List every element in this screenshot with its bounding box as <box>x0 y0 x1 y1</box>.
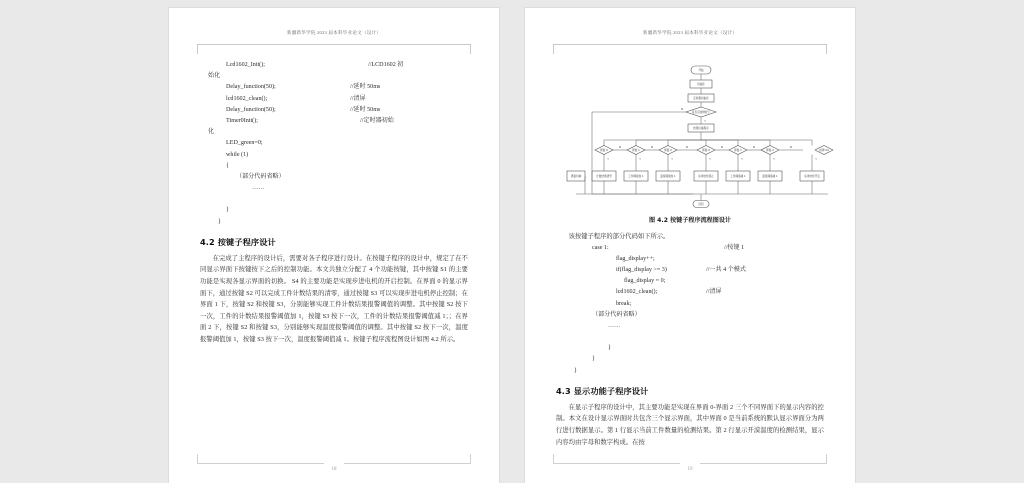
code-text: Timer0Init(); <box>226 117 258 124</box>
flow-edge-label: N <box>651 146 653 149</box>
code-comment: //清屏 <box>350 95 366 102</box>
page-right <box>525 8 855 483</box>
page-header-right: 新疆新华学院 2023 届本科毕业论文（设计） <box>642 30 738 35</box>
code-text: } <box>592 356 595 363</box>
flow-node-label: 初始化 <box>697 83 705 86</box>
flow-node-label: 按键 S4 <box>819 149 829 152</box>
flow-node-label: 按键扫描程序 <box>693 127 709 130</box>
flow-edge-label: N <box>790 146 792 149</box>
code-text: if(flag_display >= 3) <box>616 266 667 273</box>
page-left-body <box>191 54 477 346</box>
flow-edge-label: Y <box>704 120 706 123</box>
section-heading-4-3: 4.3 显示功能子程序设计 <box>556 385 649 396</box>
footer-rule-right <box>553 455 827 464</box>
code-comment: //清屏 <box>706 289 722 296</box>
page-number-left: 18 <box>331 467 337 472</box>
code-text: …… <box>608 322 621 329</box>
code-comment: //定时器初始 <box>360 117 394 124</box>
code-line <box>200 217 468 228</box>
code-line <box>200 172 468 183</box>
code-text: flag_display++; <box>616 255 655 262</box>
flow-edge-label: N <box>753 146 755 149</box>
code-line <box>200 105 468 116</box>
flow-node-label: 步进电机开启 <box>804 175 820 178</box>
page-header-left: 新疆新华学院 2023 届本科毕业论文（设计） <box>286 30 382 35</box>
code-comment: //延时 50ms <box>350 106 381 113</box>
flow-edge-label: Y <box>671 158 673 161</box>
code-line <box>556 310 824 321</box>
flow-node-label: 界面 1 <box>632 149 640 152</box>
code-line <box>200 60 468 71</box>
section-4-3-paragraph: 在显示子程序的设计中，其主要功能是实现在界面 0-界面 2 三个不同界面下的显示内容的控制。本文在设计显示界面时共包含三个显示界面，其中界面 0 是当前系统的默认显示界面分为两行进行数据显示。第 1 行显示当前工件数量的检测结果。第 2 行显示开漠温度的检测结果，显示内容均由字母和数字构成。在按 <box>556 403 824 446</box>
code-line <box>200 183 468 194</box>
code-line <box>200 116 468 127</box>
code-line <box>200 94 468 105</box>
code-block-left <box>200 60 468 228</box>
flow-edge-label: Y <box>709 158 711 161</box>
code-text: while (1) <box>226 151 249 158</box>
code-text: LED_green=0; <box>226 140 263 147</box>
flow-node-label: 温度阈值加 1 <box>660 175 676 178</box>
code-line <box>556 343 824 354</box>
flow-node-label: 定时器初始化 <box>693 97 709 100</box>
code-comment: //延时 50ms <box>350 84 381 91</box>
flow-node-label: 界面 2 <box>766 149 774 152</box>
flow-node-label: 界面 0 <box>702 149 710 152</box>
code-line <box>556 243 824 254</box>
code-text: case 1: <box>592 244 609 251</box>
footer-rule-left <box>197 455 471 464</box>
code-line <box>200 161 468 172</box>
code-line <box>556 287 824 298</box>
flow-node-label: 界面 0 <box>600 149 608 152</box>
code-text: { <box>226 162 229 169</box>
code-line <box>200 82 468 93</box>
flow-node-label: 步进电机停止 <box>698 175 714 178</box>
flow-edge-label: N <box>681 108 683 111</box>
flow-edge-label: N <box>619 146 621 149</box>
code-line <box>556 265 824 276</box>
code-text: 始化 <box>208 73 221 80</box>
flow-node-label: 界面 2 <box>664 149 672 152</box>
code-line <box>556 354 824 365</box>
flow-node-label: 开始 <box>698 69 704 72</box>
code-text: （部分代码省略） <box>236 173 285 180</box>
page-right-body <box>547 54 833 448</box>
code-line <box>200 71 468 82</box>
flow-edge-label: N <box>686 146 688 149</box>
code-text: Lcd1602_Init(); <box>226 62 265 68</box>
header-rule-left <box>197 44 471 54</box>
section-heading-4-2: 4.2 按键子程序设计 <box>200 236 276 247</box>
code-text: flag_display = 0; <box>624 278 666 285</box>
flow-node-label: 是否有按键按下 <box>691 111 711 114</box>
code-text: } <box>574 367 577 374</box>
code-text: } <box>226 207 229 214</box>
flow-node-label: 计数结果清零 <box>596 175 612 178</box>
code-line <box>200 205 468 216</box>
flow-node-label: 工件阈值减 1 <box>730 175 746 178</box>
code-text: （部分代码省略） <box>592 311 641 318</box>
header-rule-right <box>553 44 827 54</box>
code-text: …… <box>252 185 265 192</box>
code-text: break; <box>616 300 632 307</box>
flow-edge-label: Y <box>773 158 775 161</box>
code-line <box>200 127 468 138</box>
code-line <box>556 332 824 343</box>
code-line <box>200 150 468 161</box>
code-line <box>200 138 468 149</box>
flow-edge-label: Y <box>741 158 743 161</box>
code-text: 化 <box>208 129 215 136</box>
code-text: } <box>218 218 221 225</box>
code-line <box>556 299 824 310</box>
figure-caption-4-2: 图 4.2 按键子程序流程图设计 <box>648 217 732 224</box>
code-text: } <box>608 345 611 352</box>
code-text: Delay_function(50); <box>226 84 276 91</box>
code-line <box>556 366 824 377</box>
flow-node-label: 温度阈值减 1 <box>762 175 778 178</box>
flow-edge-label: Y <box>607 158 609 161</box>
flow-node-label: 界面 1 <box>734 149 742 152</box>
flow-node-label: 界面切换 <box>570 175 582 178</box>
code-text: lcd1602_clean(); <box>226 95 268 102</box>
code-line <box>556 321 824 332</box>
flowchart-svg <box>556 64 846 212</box>
flowchart-figure <box>556 60 829 212</box>
code-comment: //按键 1 <box>724 244 745 251</box>
code-text: lcd1602_clean(); <box>616 289 658 296</box>
code-intro-line: 该按键子程序的部分代码如下所示。 <box>568 233 670 240</box>
section-4-2-paragraph: 在完成了主程序的设计后，需要对各子程序进行设计。在按键子程序的设计中，规定了在不同显示界面下按键按下之后的控制功能。本文共独立分配了 4 个功能按键，其中按键 S1 的主要功能是实现各显示界面的切换。 S4 的主要功能是实现步进电机的开启控制。在界面 0 的显示界面下，通过按键 S2 可以完成工件计数结果的清零，通过按键 S3 可以实现步进电机停止控制；在界面 1 下，按键 S2 和按键 S3，分别能够实现工件计数结果报警阈值的调整。其中按键 S2 按下一次，工件的计数结果报警阈值加 1，按键 S3 按下一次，工件的计数结果报警阈值减 1；；在界面 2 下，按键 S2 和按键 S3，分别能够实现温度报警阈值的调整。其中按键 S2 按下一次，温度报警阈值加 1，按键 S3 按下一次，温度报警阈值减 1。按键子程序流程图设计如图 4.2 所示。 <box>200 254 468 343</box>
code-text: Delay_function(50); <box>226 106 276 113</box>
page-number-right: 19 <box>687 467 693 472</box>
flow-node-label: 返回 <box>698 203 704 206</box>
flow-edge-label: Y <box>815 158 817 161</box>
flow-edge-label: Y <box>639 158 641 161</box>
flow-edge <box>604 140 701 146</box>
code-line <box>200 194 468 205</box>
code-comment: //LCD1602 初 <box>368 62 404 68</box>
code-comment: //一共 4 个模式 <box>706 266 746 273</box>
flow-edge-label: N <box>721 146 723 149</box>
code-line <box>556 276 824 287</box>
flow-node-label: 工件阈值加 1 <box>628 175 644 178</box>
code-block-right <box>556 243 824 377</box>
code-line <box>556 254 824 265</box>
page-left <box>169 8 499 483</box>
